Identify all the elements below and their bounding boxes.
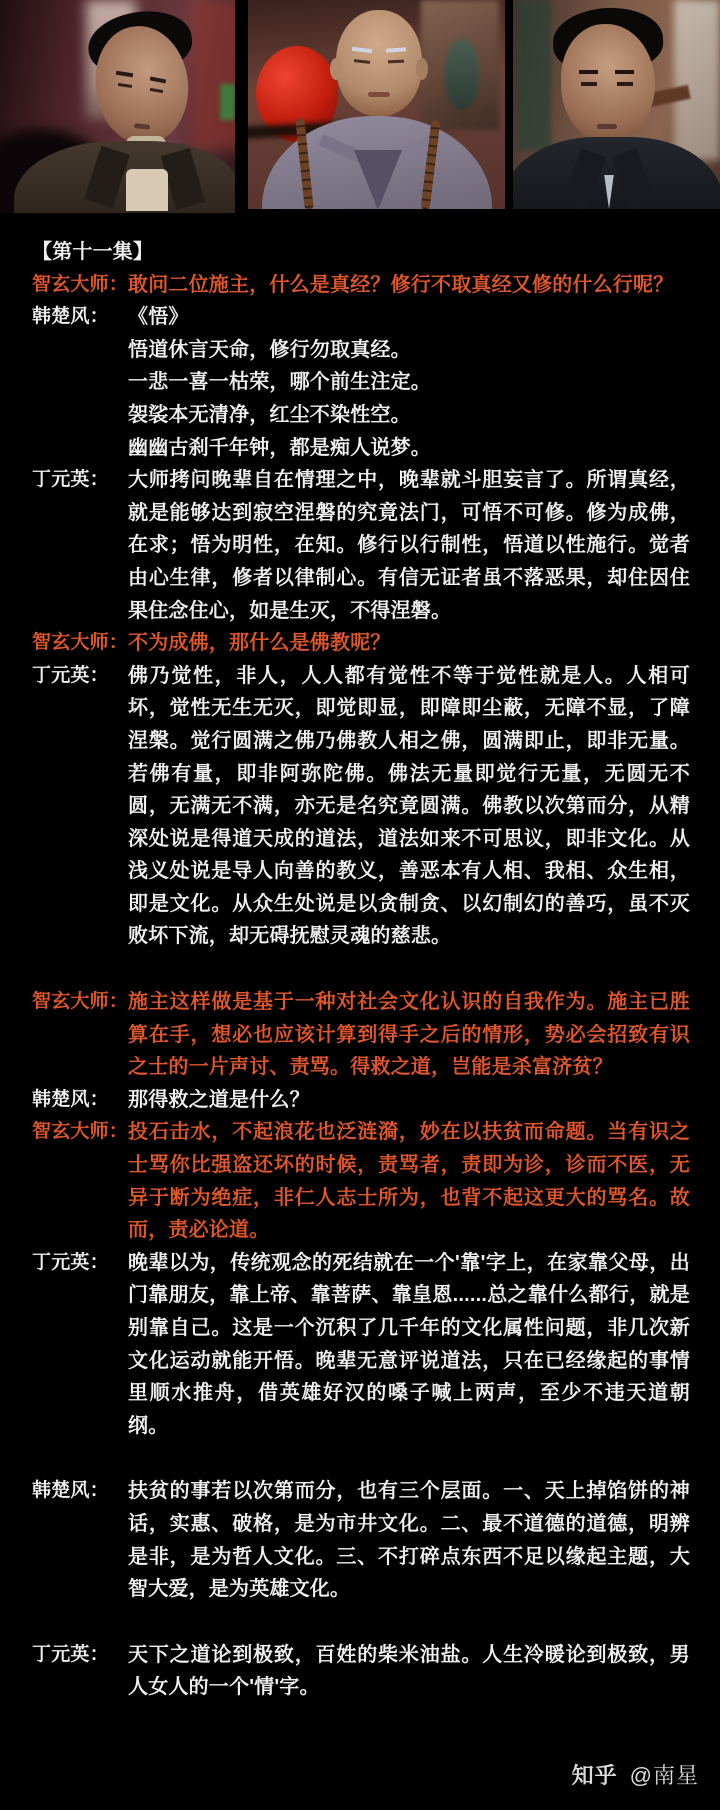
still-divider xyxy=(505,0,513,213)
dialogue-text xyxy=(128,1639,690,1704)
watermark xyxy=(572,1759,699,1790)
still-divider xyxy=(235,0,248,213)
dialogue-text xyxy=(128,301,690,464)
speaker-label: 智玄大师： xyxy=(32,273,129,295)
dialogue-entry xyxy=(32,464,690,627)
dialogue-text xyxy=(128,627,690,660)
speaker-label: 丁元英： xyxy=(32,469,109,491)
bald-head xyxy=(336,10,422,116)
dialogue-entry xyxy=(32,269,690,302)
dialogue-entry xyxy=(32,627,690,660)
eyebrow xyxy=(579,70,598,74)
dialogue-line: 《悟》 xyxy=(128,306,189,329)
watermark-author: @南星 xyxy=(629,1763,699,1788)
curtain xyxy=(674,0,720,160)
dialogue-text xyxy=(128,269,690,302)
dialogue-entry xyxy=(32,986,690,1084)
dialogue-entry xyxy=(32,1639,690,1704)
dialogue-line: 天下之道论到极致，百姓的柴米油盐。人生冷暖论到极致，男人女人的一个'情'字。 xyxy=(128,1643,690,1699)
speaker-label: 韩楚风： xyxy=(32,1088,109,1110)
dialogue-entry xyxy=(32,301,690,464)
still-han-chufeng xyxy=(0,0,235,213)
dialogue-line: 佛乃觉性，非人，人人都有觉性不等于觉性就是人。人相可坏，觉性无生无灭，即觉即显，即障即尘蔽，无障不显，了障涅槃。觉行圆满之佛乃佛教人相之佛，圆满即止，即非无量。若佛有量，即非阿弥陀佛。佛法无量即觉行无量，无圆无不圆，无满无不满，亦无是名究竟圆满。佛教以次第而分，从精深处说是得道天成的道法，道法如来不可思议，即非文化。从浅义处说是导人向善的教义，善恶本有人相、我相、众生相，即是文化。从众生处说是以贪制贪、以幻制幻的善巧，虽不灭败坏下流，却无碍抚慰灵魂的慈悲。 xyxy=(128,664,690,948)
dialogue-entry xyxy=(32,1247,690,1443)
dialogue-line: 袈裟本无清净，红尘不染性空。 xyxy=(128,403,411,426)
transcript xyxy=(32,236,690,1704)
dialogue-text xyxy=(128,1116,690,1246)
speaker-label: 丁元英： xyxy=(32,664,109,686)
dialogue-text xyxy=(128,660,690,953)
dialogue-text xyxy=(128,1475,690,1605)
still-ding-yuanying xyxy=(513,0,720,209)
episode-title: 【第十一集】 xyxy=(32,241,154,263)
speaker-label: 智玄大师： xyxy=(32,632,129,654)
dialogue-entry xyxy=(32,1084,690,1117)
speaker-label: 智玄大师： xyxy=(32,991,129,1013)
dialogue-line: 不为成佛，那什么是佛教呢？ xyxy=(128,632,391,655)
red-glow xyxy=(191,0,235,150)
vase xyxy=(445,40,479,110)
dialogue-text xyxy=(128,464,690,627)
dialogue-line: 悟道休言天命，修行勿取真经。 xyxy=(128,338,411,361)
eye xyxy=(581,82,597,86)
speaker-label: 智玄大师： xyxy=(32,1121,129,1143)
sweater xyxy=(126,169,168,211)
eyebrow xyxy=(615,70,634,74)
dialogue-text xyxy=(128,1084,690,1117)
dialogue-line: 晚辈以为，传统观念的死结就在一个'靠'字上，在家靠父母，出门靠朋友，靠上帝、靠菩萨、靠皇恩......总之靠什么都行，就是别靠自己。这是一个沉积了几千年的文化属性问题，非几次新文化运动就能开悟。晚辈无意评说道法，只在已经缘起的事情里顺水推舟，借英雄好汉的嗓子喊上两声，至少不违天道朝纲。 xyxy=(128,1251,690,1437)
ear xyxy=(416,58,428,80)
dialogue-line: 施主这样做是基于一种对社会文化认识的自我作为。施主已胜算在手，想必也应该计算到得手之后的情形，势必会招致有识之士的一片声讨、责骂。得救之道，岂能是杀富济贫？ xyxy=(128,991,690,1079)
mouth xyxy=(597,124,617,129)
speaker-label: 韩楚风： xyxy=(32,1480,109,1502)
dialogue-line: 幽幽古刹千年钟，都是痴人说梦。 xyxy=(128,436,431,459)
speaker-label: 丁元英： xyxy=(32,1251,109,1273)
dialogue-text xyxy=(128,1247,690,1443)
dialogue-entry xyxy=(32,1116,690,1246)
dialogue-line: 投石击水，不起浪花也泛涟漪，妙在以扶贫而命题。当有识之士骂你比强盗还坏的时候，责骂者，责即为诊，诊而不医，无异于断为绝症，非仁人志士所为，也背不起这更大的骂名。故而，责必论道。 xyxy=(128,1121,690,1242)
eye xyxy=(617,82,633,86)
speaker-label: 丁元英： xyxy=(32,1643,109,1665)
dialogue-line: 大师拷问晚辈自在情理之中，晚辈就斗胆妄言了。所谓真经，就是能够达到寂空涅磐的究竟法门，可悟不可修。修为成佛，在求；悟为明性，在知。修行以行制性，悟道以性施行。觉者由心生律，修者以律制心。有信无证者虽不落恶果，却住因住果住念住心，如是生灭，不得涅磐。 xyxy=(128,469,690,622)
still-master-zhixuan xyxy=(248,0,505,209)
green-patch xyxy=(220,84,235,120)
dialogue-line: 扶贫的事若以次第而分，也有三个层面。一、天上掉馅饼的神话，实惠、破格，是为市井文化。二、最不道德的道德，明辨是非，是为哲人文化。三、不打碎点东西不足以缘起主题，大智大爱，是为英雄文化。 xyxy=(128,1480,690,1601)
window-frame xyxy=(517,0,551,150)
dialogue-list xyxy=(32,269,690,1704)
speaker-label: 韩楚风： xyxy=(32,306,109,328)
dialogue-entry xyxy=(32,660,690,953)
mouth xyxy=(368,92,390,97)
dialogue-text xyxy=(128,986,690,1084)
dialogue-line: 一悲一喜一枯荣，哪个前生注定。 xyxy=(128,371,431,394)
dialogue-entry xyxy=(32,1475,690,1605)
zhihu-brand-text: 知乎 xyxy=(571,1763,618,1788)
dialogue-line: 那得救之道是什么？ xyxy=(128,1088,310,1111)
dialogue-line: 敢问二位施主，什么是真经？修行不取真经又修的什么行呢？ xyxy=(128,273,674,296)
ear xyxy=(330,58,342,80)
video-stills-row xyxy=(0,0,720,213)
